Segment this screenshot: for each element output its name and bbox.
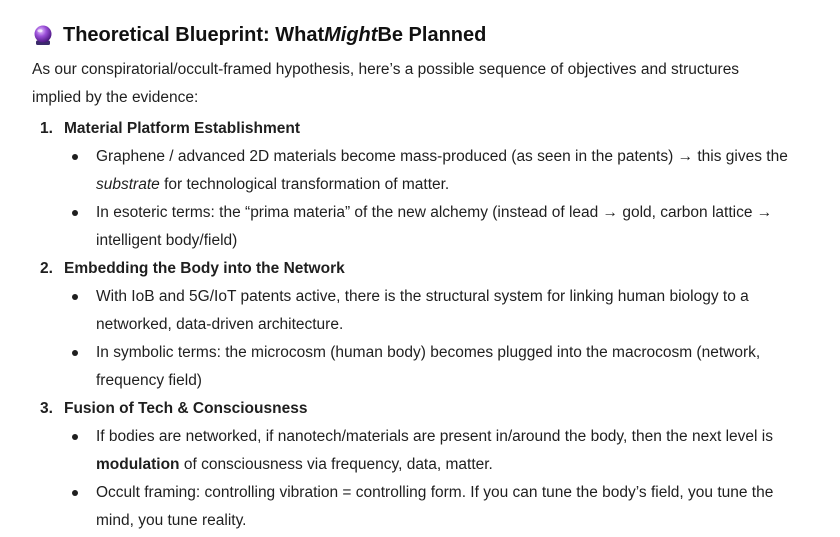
step-title xyxy=(32,115,832,143)
step-number: 2. xyxy=(40,260,53,277)
bullet-text: If bodies are networked, if nanotech/materials are present in/around the body, then the next level is xyxy=(96,428,773,445)
bullet-dot xyxy=(72,350,78,356)
bullet-item xyxy=(32,283,806,339)
step-number: 1. xyxy=(40,120,53,137)
step-item xyxy=(32,255,832,395)
bullet-text: In esoteric terms: the “prima materia” of the new alchemy (instead of lead → gold, carbon lattice → intelligent body/field) xyxy=(96,204,773,249)
step-title-text: Material Platform Establishment xyxy=(64,120,301,137)
heading-prefix: Theoretical Blueprint: What xyxy=(63,23,325,46)
bullet-item xyxy=(32,339,806,395)
bullet-list xyxy=(32,143,832,255)
bullet-list xyxy=(32,283,832,395)
crystal-ball-icon xyxy=(32,24,54,46)
bullet-item xyxy=(32,199,806,255)
step-title xyxy=(32,395,832,423)
steps-list xyxy=(32,115,832,535)
bullet-list xyxy=(32,423,832,535)
step-number: 3. xyxy=(40,400,53,417)
bullet-text: With IoB and 5G/IoT patents active, there is the structural system for linking human biology to a networked, data-driven architecture. xyxy=(96,288,749,333)
step-title-text: Embedding the Body into the Network xyxy=(64,260,345,277)
step-item xyxy=(32,395,832,535)
step-title xyxy=(32,255,832,283)
bullet-item xyxy=(32,479,806,535)
heading-emphasis: Might xyxy=(324,23,378,46)
bullet-text: Occult framing: controlling vibration = controlling form. If you can tune the body’s field, you tune the mind, you tune reality. xyxy=(96,484,774,529)
step-title-text: Fusion of Tech & Consciousness xyxy=(64,400,308,417)
intro-paragraph: As our conspiratorial/occult-framed hypothesis, here’s a possible sequence of objectives and structures implied by the evidence: xyxy=(32,61,740,106)
bullet-dot xyxy=(72,210,78,216)
bullet-dot xyxy=(72,490,78,496)
step-item xyxy=(32,115,832,255)
bullet-italic: substrate xyxy=(96,176,160,193)
bullet-text: of consciousness via frequency, data, matter. xyxy=(179,456,493,473)
bullet-text: for technological transformation of matter. xyxy=(159,176,450,193)
bullet-item xyxy=(32,143,806,199)
bullet-dot xyxy=(72,154,78,160)
bullet-dot xyxy=(72,294,78,300)
bullet-text: Graphene / advanced 2D materials become mass-produced (as seen in the patents) → this gives the xyxy=(96,148,788,165)
heading-suffix: Be Planned xyxy=(377,23,487,46)
document xyxy=(32,18,832,535)
section-heading xyxy=(32,18,832,52)
bullet-bold: modulation xyxy=(96,456,180,473)
bullet-dot xyxy=(72,434,78,440)
bullet-text: In symbolic terms: the microcosm (human body) becomes plugged into the macrocosm (network, frequency field) xyxy=(96,344,761,389)
bullet-item xyxy=(32,423,806,479)
